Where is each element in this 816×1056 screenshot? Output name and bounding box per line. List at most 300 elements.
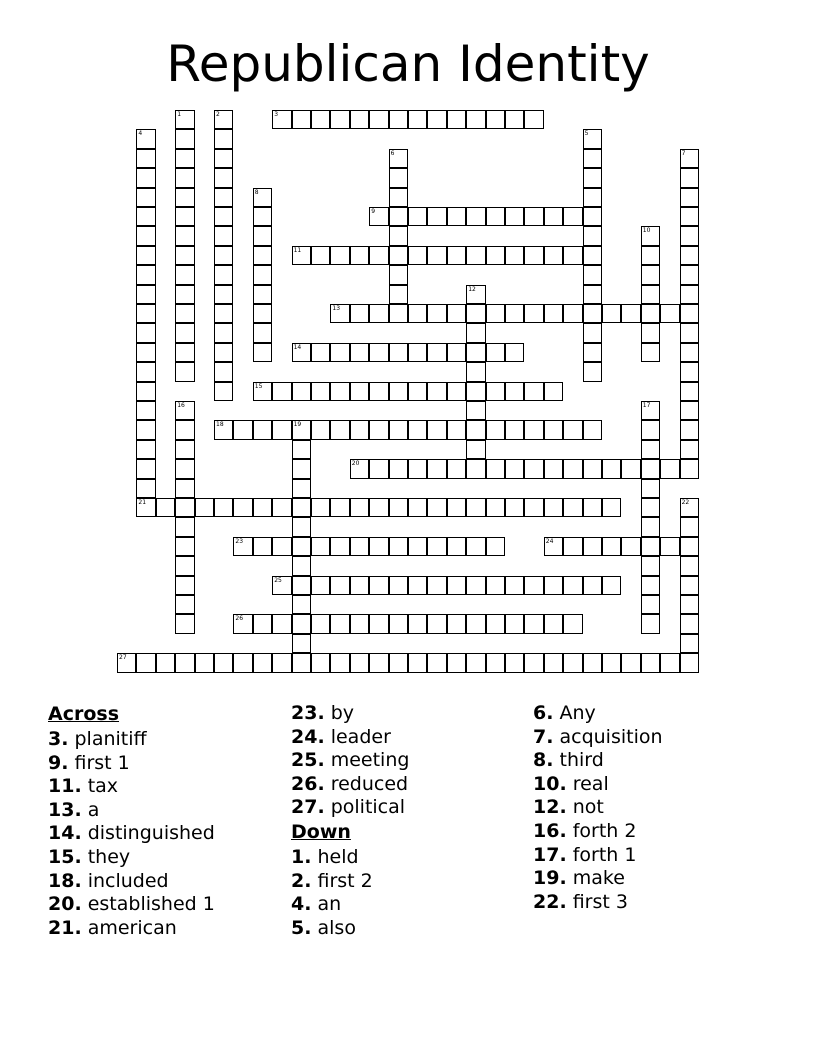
grid-cell[interactable]: [680, 440, 699, 459]
grid-cell[interactable]: [272, 498, 291, 517]
grid-cell[interactable]: [350, 537, 369, 556]
grid-cell[interactable]: [408, 343, 427, 362]
grid-cell[interactable]: [602, 537, 621, 556]
grid-cell[interactable]: [544, 653, 563, 672]
grid-cell[interactable]: [427, 110, 446, 129]
grid-cell[interactable]: [544, 207, 563, 226]
grid-cell[interactable]: [602, 304, 621, 323]
grid-cell[interactable]: [389, 653, 408, 672]
grid-cell[interactable]: [544, 382, 563, 401]
grid-cell[interactable]: [175, 556, 194, 575]
grid-cell[interactable]: [486, 576, 505, 595]
grid-cell[interactable]: [486, 207, 505, 226]
grid-cell[interactable]: [253, 207, 272, 226]
grid-cell[interactable]: [330, 420, 349, 439]
grid-cell[interactable]: [621, 459, 640, 478]
grid-cell[interactable]: [292, 517, 311, 536]
grid-cell[interactable]: [486, 459, 505, 478]
grid-cell[interactable]: [447, 576, 466, 595]
grid-cell[interactable]: [156, 653, 175, 672]
grid-cell[interactable]: [427, 420, 446, 439]
grid-cell[interactable]: [680, 168, 699, 187]
grid-cell[interactable]: [524, 207, 543, 226]
grid-cell[interactable]: [389, 188, 408, 207]
grid-cell[interactable]: [253, 653, 272, 672]
grid-cell[interactable]: [408, 653, 427, 672]
grid-cell[interactable]: [486, 420, 505, 439]
grid-cell[interactable]: [583, 343, 602, 362]
grid-cell[interactable]: [583, 498, 602, 517]
grid-cell[interactable]: [427, 343, 446, 362]
grid-cell[interactable]: [311, 110, 330, 129]
grid-cell[interactable]: [214, 207, 233, 226]
grid-cell[interactable]: [486, 343, 505, 362]
grid-cell[interactable]: [583, 459, 602, 478]
grid-cell[interactable]: [408, 614, 427, 633]
grid-cell[interactable]: [136, 265, 155, 284]
grid-cell[interactable]: [389, 382, 408, 401]
grid-cell[interactable]: [660, 304, 679, 323]
grid-cell[interactable]: [427, 459, 446, 478]
grid-cell[interactable]: [602, 459, 621, 478]
grid-cell[interactable]: [175, 285, 194, 304]
grid-cell[interactable]: [641, 304, 660, 323]
grid-cell[interactable]: [466, 576, 485, 595]
grid-cell[interactable]: [195, 653, 214, 672]
grid-cell[interactable]: [350, 614, 369, 633]
grid-cell[interactable]: [214, 498, 233, 517]
grid-cell[interactable]: [447, 420, 466, 439]
grid-cell[interactable]: [214, 188, 233, 207]
grid-cell[interactable]: [369, 110, 388, 129]
grid-cell[interactable]: [136, 362, 155, 381]
grid-cell[interactable]: [680, 634, 699, 653]
grid-cell[interactable]: [350, 304, 369, 323]
grid-cell[interactable]: [175, 517, 194, 536]
grid-cell[interactable]: [563, 498, 582, 517]
grid-cell[interactable]: [389, 420, 408, 439]
grid-cell[interactable]: [389, 265, 408, 284]
grid-cell[interactable]: [447, 110, 466, 129]
grid-cell[interactable]: [641, 479, 660, 498]
grid-cell[interactable]: [583, 537, 602, 556]
grid-cell[interactable]: [544, 498, 563, 517]
grid-cell[interactable]: [466, 343, 485, 362]
grid-cell[interactable]: [621, 653, 640, 672]
grid-cell[interactable]: [253, 226, 272, 245]
grid-cell[interactable]: [680, 537, 699, 556]
grid-cell[interactable]: [602, 498, 621, 517]
grid-cell[interactable]: [427, 207, 446, 226]
grid-cell[interactable]: [156, 498, 175, 517]
grid-cell[interactable]: [466, 420, 485, 439]
grid-cell[interactable]: [233, 420, 252, 439]
grid-cell[interactable]: [408, 576, 427, 595]
grid-cell[interactable]: [175, 362, 194, 381]
grid-cell[interactable]: [136, 382, 155, 401]
grid-cell[interactable]: [253, 420, 272, 439]
grid-cell[interactable]: [466, 614, 485, 633]
grid-cell[interactable]: [175, 168, 194, 187]
grid-cell[interactable]: [311, 382, 330, 401]
grid-cell[interactable]: [486, 304, 505, 323]
grid-cell[interactable]: [389, 110, 408, 129]
grid-cell[interactable]: [466, 382, 485, 401]
grid-cell[interactable]: [583, 323, 602, 342]
grid-cell[interactable]: [680, 207, 699, 226]
grid-cell[interactable]: [680, 576, 699, 595]
grid-cell[interactable]: [175, 576, 194, 595]
grid-cell[interactable]: [136, 207, 155, 226]
grid-cell[interactable]: [544, 614, 563, 633]
grid-cell[interactable]: [369, 304, 388, 323]
grid-cell[interactable]: [311, 420, 330, 439]
grid-cell[interactable]: [563, 420, 582, 439]
grid-cell[interactable]: [214, 285, 233, 304]
grid-cell[interactable]: [175, 479, 194, 498]
grid-cell[interactable]: [330, 246, 349, 265]
grid-cell[interactable]: [408, 420, 427, 439]
grid-cell[interactable]: [641, 576, 660, 595]
grid-cell[interactable]: [680, 420, 699, 439]
grid-cell[interactable]: [486, 382, 505, 401]
grid-cell[interactable]: [486, 537, 505, 556]
grid-cell[interactable]: [486, 110, 505, 129]
grid-cell[interactable]: [583, 149, 602, 168]
grid-cell[interactable]: [660, 459, 679, 478]
grid-cell[interactable]: [447, 207, 466, 226]
grid-cell[interactable]: [369, 246, 388, 265]
grid-cell[interactable]: [466, 401, 485, 420]
grid-cell[interactable]: [660, 653, 679, 672]
grid-cell[interactable]: [214, 265, 233, 284]
grid-cell[interactable]: [136, 440, 155, 459]
grid-cell[interactable]: [369, 576, 388, 595]
grid-cell[interactable]: [253, 304, 272, 323]
grid-cell[interactable]: [427, 576, 446, 595]
grid-cell[interactable]: [136, 323, 155, 342]
grid-cell[interactable]: [136, 304, 155, 323]
grid-cell[interactable]: [505, 498, 524, 517]
grid-cell[interactable]: [369, 382, 388, 401]
grid-cell[interactable]: [427, 537, 446, 556]
grid-cell[interactable]: [175, 614, 194, 633]
grid-cell[interactable]: [641, 343, 660, 362]
grid-cell[interactable]: [641, 459, 660, 478]
grid-cell[interactable]: [524, 498, 543, 517]
grid-cell[interactable]: [136, 401, 155, 420]
grid-cell[interactable]: [136, 226, 155, 245]
grid-cell[interactable]: [563, 576, 582, 595]
grid-cell[interactable]: [524, 576, 543, 595]
grid-cell[interactable]: [641, 498, 660, 517]
grid-cell[interactable]: [233, 653, 252, 672]
grid-cell[interactable]: [292, 614, 311, 633]
grid-cell[interactable]: [408, 537, 427, 556]
grid-cell[interactable]: [292, 537, 311, 556]
grid-cell[interactable]: [427, 498, 446, 517]
grid-cell[interactable]: [311, 653, 330, 672]
grid-cell[interactable]: [583, 420, 602, 439]
grid-cell[interactable]: [524, 653, 543, 672]
grid-cell[interactable]: [427, 304, 446, 323]
grid-cell[interactable]: [389, 304, 408, 323]
grid-cell[interactable]: [175, 265, 194, 284]
grid-cell[interactable]: [175, 459, 194, 478]
grid-cell[interactable]: [466, 304, 485, 323]
grid-cell[interactable]: [408, 498, 427, 517]
grid-cell[interactable]: [680, 459, 699, 478]
grid-cell[interactable]: [544, 246, 563, 265]
grid-cell[interactable]: [350, 343, 369, 362]
grid-cell[interactable]: [583, 285, 602, 304]
grid-cell[interactable]: [524, 110, 543, 129]
grid-cell[interactable]: [253, 537, 272, 556]
grid-cell[interactable]: [544, 576, 563, 595]
grid-cell[interactable]: [389, 537, 408, 556]
grid-cell[interactable]: [389, 226, 408, 245]
grid-cell[interactable]: [136, 420, 155, 439]
grid-cell[interactable]: [330, 110, 349, 129]
grid-cell[interactable]: [214, 149, 233, 168]
grid-cell[interactable]: [292, 576, 311, 595]
grid-cell[interactable]: [680, 246, 699, 265]
grid-cell[interactable]: [466, 362, 485, 381]
grid-cell[interactable]: [292, 595, 311, 614]
grid-cell[interactable]: [505, 459, 524, 478]
grid-cell[interactable]: [136, 343, 155, 362]
grid-cell[interactable]: [175, 149, 194, 168]
grid-cell[interactable]: [136, 285, 155, 304]
grid-cell[interactable]: [505, 614, 524, 633]
grid-cell[interactable]: [641, 265, 660, 284]
grid-cell[interactable]: [389, 246, 408, 265]
grid-cell[interactable]: [311, 537, 330, 556]
grid-cell[interactable]: [175, 226, 194, 245]
grid-cell[interactable]: [389, 168, 408, 187]
grid-cell[interactable]: [311, 343, 330, 362]
grid-cell[interactable]: [253, 343, 272, 362]
grid-cell[interactable]: [466, 537, 485, 556]
grid-cell[interactable]: [292, 634, 311, 653]
grid-cell[interactable]: [641, 653, 660, 672]
grid-cell[interactable]: [583, 576, 602, 595]
grid-cell[interactable]: [369, 614, 388, 633]
grid-cell[interactable]: [544, 459, 563, 478]
grid-cell[interactable]: [641, 323, 660, 342]
grid-cell[interactable]: [680, 401, 699, 420]
grid-cell[interactable]: [175, 343, 194, 362]
grid-cell[interactable]: [641, 285, 660, 304]
grid-cell[interactable]: [389, 343, 408, 362]
grid-cell[interactable]: [136, 188, 155, 207]
grid-cell[interactable]: [369, 498, 388, 517]
grid-cell[interactable]: [214, 246, 233, 265]
grid-cell[interactable]: [505, 246, 524, 265]
grid-cell[interactable]: [408, 382, 427, 401]
grid-cell[interactable]: [292, 498, 311, 517]
grid-cell[interactable]: [389, 285, 408, 304]
grid-cell[interactable]: [505, 576, 524, 595]
grid-cell[interactable]: [447, 653, 466, 672]
grid-cell[interactable]: [505, 110, 524, 129]
grid-cell[interactable]: [447, 246, 466, 265]
grid-cell[interactable]: [233, 498, 252, 517]
grid-cell[interactable]: [563, 537, 582, 556]
grid-cell[interactable]: [214, 226, 233, 245]
grid-cell[interactable]: [389, 498, 408, 517]
grid-cell[interactable]: [272, 614, 291, 633]
grid-cell[interactable]: [272, 382, 291, 401]
grid-cell[interactable]: [253, 246, 272, 265]
grid-cell[interactable]: [214, 323, 233, 342]
grid-cell[interactable]: [641, 440, 660, 459]
grid-cell[interactable]: [680, 323, 699, 342]
grid-cell[interactable]: [330, 537, 349, 556]
grid-cell[interactable]: [175, 420, 194, 439]
grid-cell[interactable]: [214, 382, 233, 401]
grid-cell[interactable]: [214, 129, 233, 148]
grid-cell[interactable]: [524, 304, 543, 323]
grid-cell[interactable]: [524, 382, 543, 401]
grid-cell[interactable]: [408, 246, 427, 265]
grid-cell[interactable]: [486, 498, 505, 517]
grid-cell[interactable]: [175, 537, 194, 556]
grid-cell[interactable]: [369, 653, 388, 672]
grid-cell[interactable]: [680, 265, 699, 284]
grid-cell[interactable]: [253, 285, 272, 304]
grid-cell[interactable]: [583, 246, 602, 265]
grid-cell[interactable]: [447, 614, 466, 633]
grid-cell[interactable]: [350, 382, 369, 401]
grid-cell[interactable]: [505, 382, 524, 401]
grid-cell[interactable]: [466, 498, 485, 517]
grid-cell[interactable]: [680, 517, 699, 536]
grid-cell[interactable]: [524, 459, 543, 478]
grid-cell[interactable]: [292, 382, 311, 401]
grid-cell[interactable]: [583, 188, 602, 207]
grid-cell[interactable]: [175, 498, 194, 517]
grid-cell[interactable]: [175, 207, 194, 226]
grid-cell[interactable]: [563, 207, 582, 226]
grid-cell[interactable]: [486, 246, 505, 265]
grid-cell[interactable]: [136, 459, 155, 478]
grid-cell[interactable]: [505, 343, 524, 362]
grid-cell[interactable]: [563, 614, 582, 633]
grid-cell[interactable]: [447, 537, 466, 556]
grid-cell[interactable]: [408, 207, 427, 226]
grid-cell[interactable]: [524, 420, 543, 439]
grid-cell[interactable]: [389, 207, 408, 226]
grid-cell[interactable]: [136, 149, 155, 168]
grid-cell[interactable]: [563, 653, 582, 672]
grid-cell[interactable]: [311, 614, 330, 633]
grid-cell[interactable]: [350, 576, 369, 595]
grid-cell[interactable]: [272, 420, 291, 439]
grid-cell[interactable]: [389, 459, 408, 478]
grid-cell[interactable]: [602, 653, 621, 672]
grid-cell[interactable]: [583, 226, 602, 245]
grid-cell[interactable]: [583, 265, 602, 284]
grid-cell[interactable]: [292, 110, 311, 129]
grid-cell[interactable]: [311, 246, 330, 265]
grid-cell[interactable]: [214, 343, 233, 362]
grid-cell[interactable]: [641, 614, 660, 633]
grid-cell[interactable]: [602, 576, 621, 595]
grid-cell[interactable]: [680, 343, 699, 362]
grid-cell[interactable]: [505, 207, 524, 226]
grid-cell[interactable]: [330, 498, 349, 517]
grid-cell[interactable]: [563, 304, 582, 323]
grid-cell[interactable]: [427, 382, 446, 401]
grid-cell[interactable]: [195, 498, 214, 517]
grid-cell[interactable]: [427, 246, 446, 265]
grid-cell[interactable]: [583, 362, 602, 381]
grid-cell[interactable]: [544, 420, 563, 439]
grid-cell[interactable]: [505, 420, 524, 439]
grid-cell[interactable]: [680, 614, 699, 633]
grid-cell[interactable]: [621, 304, 640, 323]
grid-cell[interactable]: [680, 226, 699, 245]
grid-cell[interactable]: [272, 537, 291, 556]
grid-cell[interactable]: [136, 653, 155, 672]
grid-cell[interactable]: [292, 653, 311, 672]
grid-cell[interactable]: [272, 653, 291, 672]
grid-cell[interactable]: [369, 459, 388, 478]
grid-cell[interactable]: [311, 576, 330, 595]
grid-cell[interactable]: [350, 110, 369, 129]
grid-cell[interactable]: [524, 614, 543, 633]
grid-cell[interactable]: [680, 382, 699, 401]
grid-cell[interactable]: [350, 246, 369, 265]
grid-cell[interactable]: [214, 168, 233, 187]
grid-cell[interactable]: [641, 556, 660, 575]
grid-cell[interactable]: [447, 459, 466, 478]
grid-cell[interactable]: [641, 537, 660, 556]
grid-cell[interactable]: [680, 285, 699, 304]
grid-cell[interactable]: [447, 304, 466, 323]
grid-cell[interactable]: [408, 304, 427, 323]
grid-cell[interactable]: [292, 556, 311, 575]
grid-cell[interactable]: [311, 498, 330, 517]
grid-cell[interactable]: [330, 614, 349, 633]
grid-cell[interactable]: [447, 498, 466, 517]
grid-cell[interactable]: [175, 440, 194, 459]
grid-cell[interactable]: [641, 246, 660, 265]
grid-cell[interactable]: [680, 188, 699, 207]
grid-cell[interactable]: [505, 653, 524, 672]
grid-cell[interactable]: [175, 246, 194, 265]
grid-cell[interactable]: [505, 304, 524, 323]
grid-cell[interactable]: [563, 246, 582, 265]
grid-cell[interactable]: [292, 440, 311, 459]
grid-cell[interactable]: [466, 110, 485, 129]
grid-cell[interactable]: [524, 246, 543, 265]
grid-cell[interactable]: [544, 304, 563, 323]
grid-cell[interactable]: [136, 479, 155, 498]
grid-cell[interactable]: [583, 653, 602, 672]
grid-cell[interactable]: [680, 653, 699, 672]
grid-cell[interactable]: [680, 556, 699, 575]
grid-cell[interactable]: [214, 653, 233, 672]
grid-cell[interactable]: [408, 110, 427, 129]
grid-cell[interactable]: [680, 362, 699, 381]
grid-cell[interactable]: [292, 459, 311, 478]
grid-cell[interactable]: [466, 207, 485, 226]
grid-cell[interactable]: [466, 246, 485, 265]
grid-cell[interactable]: [369, 420, 388, 439]
grid-cell[interactable]: [253, 498, 272, 517]
